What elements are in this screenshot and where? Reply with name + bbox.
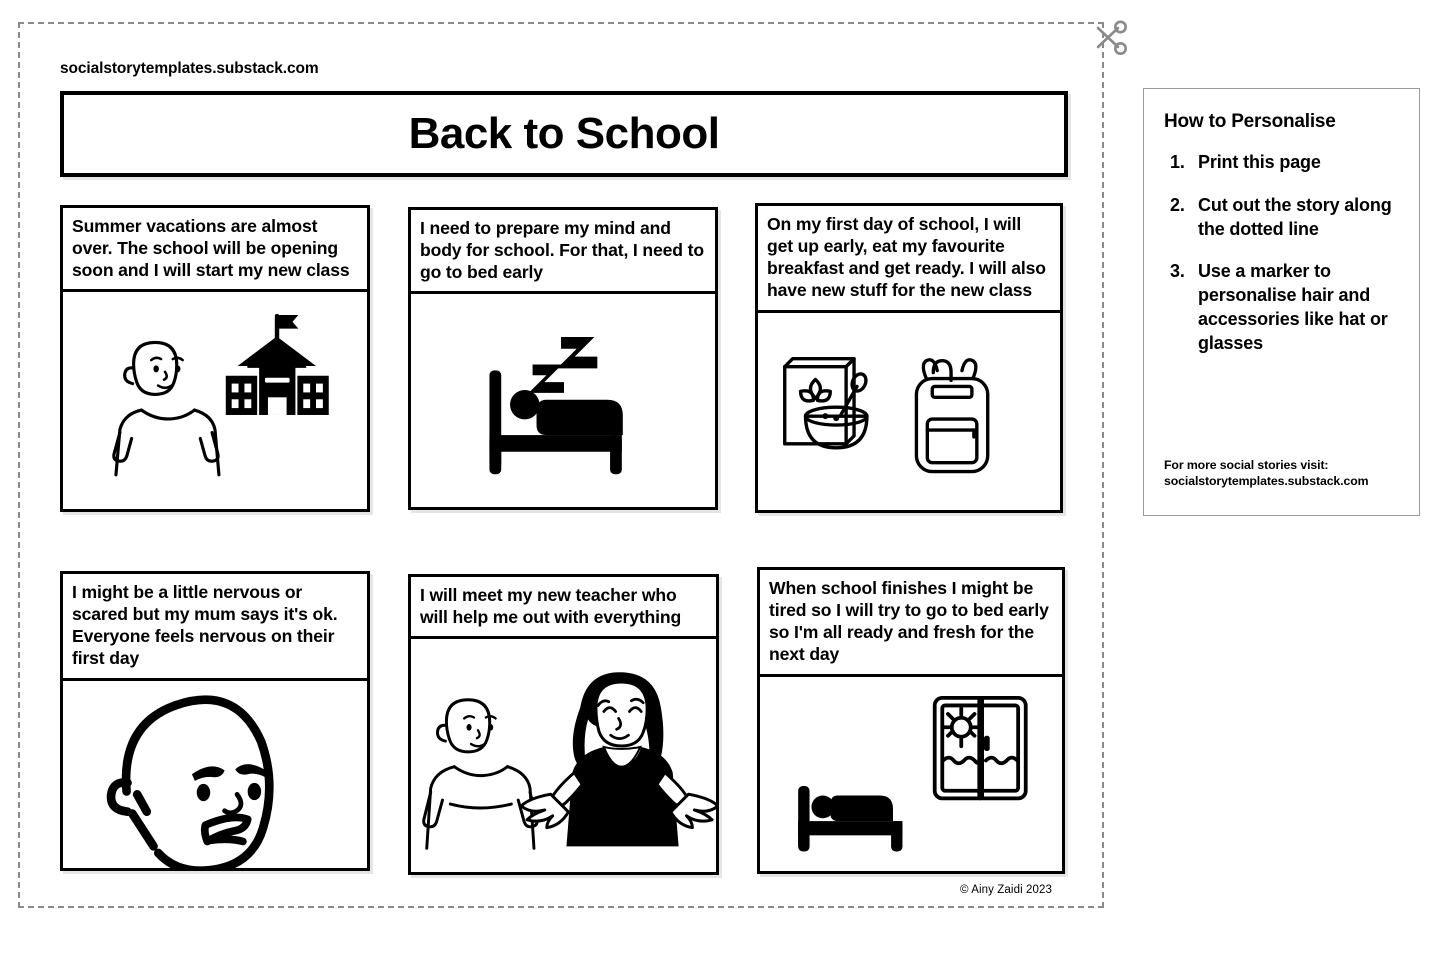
panel-illustration-worried-child-face-closeup	[63, 681, 367, 868]
panel-caption: I will meet my new teacher who will help me out with everything	[411, 577, 716, 639]
story-panel-4	[60, 571, 370, 871]
panel-caption: I might be a little nervous or scared but my mum says it's ok. Everyone feels nervous on their first day	[63, 574, 367, 681]
site-url-label: socialstorytemplates.substack.com	[60, 60, 319, 77]
step-text: Cut out the story along the dotted line	[1198, 194, 1392, 239]
step-number: 1.	[1170, 152, 1185, 172]
how-to-personalise-card	[1143, 88, 1420, 516]
panel-illustration-child-and-school-building	[63, 292, 367, 509]
panel-illustration-person-sleeping-in-bed-with-zzz	[411, 294, 715, 507]
panel-illustration-bed-and-window-with-sun	[760, 677, 1062, 871]
copyright-notice: © Ainy Zaidi 2023	[960, 884, 1053, 896]
panel-caption: Summer vacations are almost over. The school will be opening soon and I will start my new class	[63, 208, 367, 292]
step-number: 3.	[1170, 261, 1185, 282]
more-stories-footer	[1164, 457, 1410, 489]
more-stories-url: socialstorytemplates.substack.com	[1164, 474, 1369, 489]
panel-caption: On my first day of school, I will get up early, eat my favourite breakfast and get ready. I will also have new stuff for the new class	[758, 206, 1060, 313]
title-banner	[60, 91, 1068, 177]
panel-caption: I need to prepare my mind and body for school. For that, I need to go to bed early	[411, 210, 715, 294]
story-panel-3	[755, 203, 1063, 513]
scissors-icon	[1085, 16, 1133, 64]
more-stories-label: For more social stories visit:	[1164, 458, 1329, 472]
step-number: 2.	[1170, 194, 1185, 215]
how-to-step-1	[1164, 151, 1399, 175]
story-panel-2	[408, 207, 718, 510]
how-to-personalise-steps	[1164, 151, 1399, 355]
story-panel-6	[757, 567, 1065, 874]
how-to-step-3	[1164, 260, 1399, 355]
step-text: Use a marker to personalise hair and accessories like hat or glasses	[1198, 261, 1388, 353]
panel-caption: When school finishes I might be tired so I will try to go to bed early so I'm all ready and fresh for the next day	[760, 570, 1062, 677]
panel-illustration-child-meeting-teacher	[411, 639, 716, 872]
story-panel-1	[60, 205, 370, 512]
how-to-personalise-heading: How to Personalise	[1164, 111, 1336, 132]
story-panel-5	[408, 574, 719, 875]
panel-illustration-cereal-box-bowl-and-backpack	[758, 313, 1060, 510]
step-text: Print this page	[1198, 152, 1321, 172]
how-to-step-2	[1164, 194, 1399, 242]
page-title: Back to School	[408, 109, 720, 158]
